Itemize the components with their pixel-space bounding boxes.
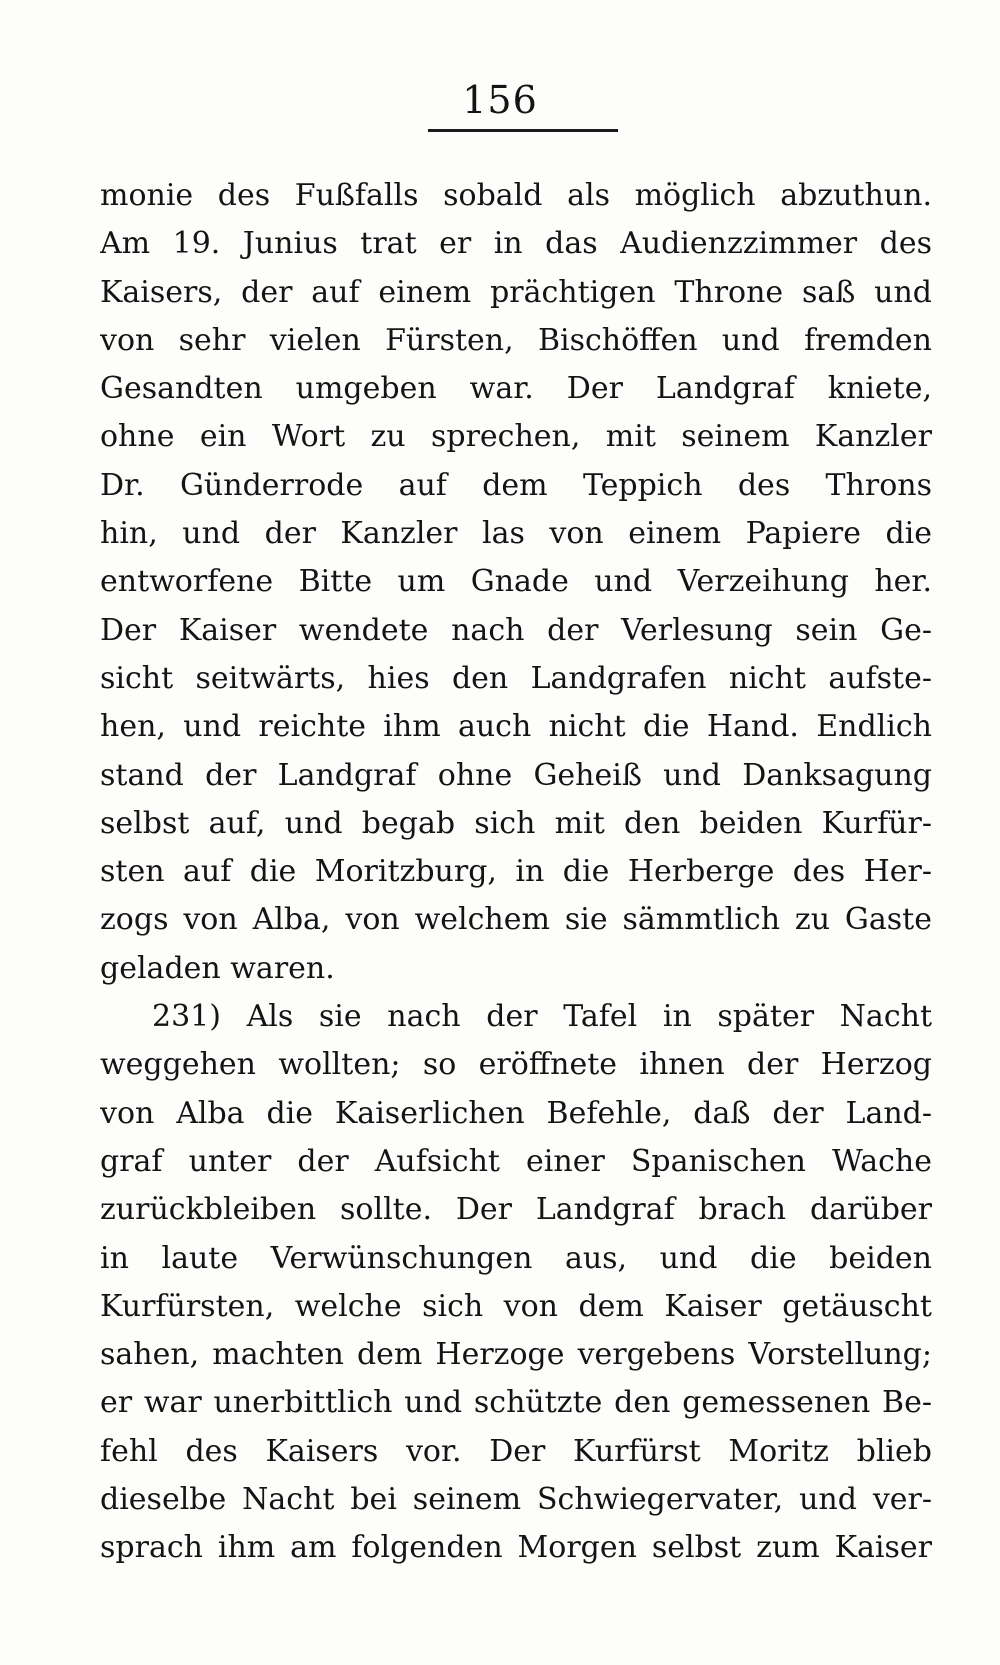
text-line: stand der Landgraf ohne Geheiß und Danksagung <box>100 757 932 793</box>
paragraph-start-line: 231) Als sie nach der Tafel in später Nacht <box>152 999 932 1035</box>
text-line: zurückbleiben sollte. Der Landgraf brach darüber <box>100 1192 932 1228</box>
text-line: dieselbe Nacht bei seinem Schwiegervater, und ver- <box>100 1482 932 1518</box>
text-line: monie des Fußfalls sobald als möglich abzuthun. <box>100 178 932 213</box>
text-line: graf unter der Aufsicht einer Spanischen Wache <box>100 1143 932 1179</box>
text-line: sprach ihm am folgenden Morgen selbst zum Kaiser <box>100 1530 932 1566</box>
text-line: sicht seitwärts, hies den Landgrafen nicht aufste- <box>100 660 932 696</box>
text-line: von sehr vielen Fürsten, Bischöffen und fremden <box>100 322 932 358</box>
text-line: entworfene Bitte um Gnade und Verzeihung her. <box>100 564 932 600</box>
text-line: sten auf die Moritzburg, in die Herberge des Her- <box>100 854 932 890</box>
text-line: von Alba die Kaiserlichen Befehle, daß der Land- <box>100 1095 932 1131</box>
text-line: zogs von Alba, von welchem sie sämmtlich zu Gaste <box>100 902 932 938</box>
text-line: Am 19. Junius trat er in das Audienzzimmer des <box>100 226 932 262</box>
text-line: Der Kaiser wendete nach der Verlesung sein Ge- <box>100 612 932 648</box>
text-line: er war unerbittlich und schützte den gemessenen Be- <box>100 1385 932 1421</box>
text-line: hin, und der Kanzler las von einem Papiere die <box>100 516 932 552</box>
text-line: sahen, machten dem Herzoge vergebens Vorstellung; <box>100 1337 932 1373</box>
text-line: ohne ein Wort zu sprechen, mit seinem Kanzler <box>100 419 932 455</box>
text-line: Kurfürsten, welche sich von dem Kaiser getäuscht <box>100 1288 932 1324</box>
text-line: fehl des Kaisers vor. Der Kurfürst Moritz blieb <box>100 1433 932 1469</box>
text-line: in laute Verwünschungen aus, und die beiden <box>100 1240 932 1276</box>
text-line: Dr. Günderrode auf dem Teppich des Throns <box>100 467 932 503</box>
text-line: selbst auf, und begab sich mit den beiden Kurfür- <box>100 805 932 841</box>
text-line: Gesandten umgeben war. Der Landgraf kniete, <box>100 371 932 407</box>
text-line: Kaisers, der auf einem prächtigen Throne saß und <box>100 274 932 310</box>
text-line: weggehen wollten; so eröffnete ihnen der Herzog <box>100 1047 932 1083</box>
header-rule <box>428 129 618 132</box>
body-text <box>100 172 932 1573</box>
text-line: hen, und reichte ihm auch nicht die Hand. Endlich <box>100 709 932 745</box>
page-number: 156 <box>462 78 538 122</box>
paragraph-end-line: geladen waren. <box>100 950 335 986</box>
